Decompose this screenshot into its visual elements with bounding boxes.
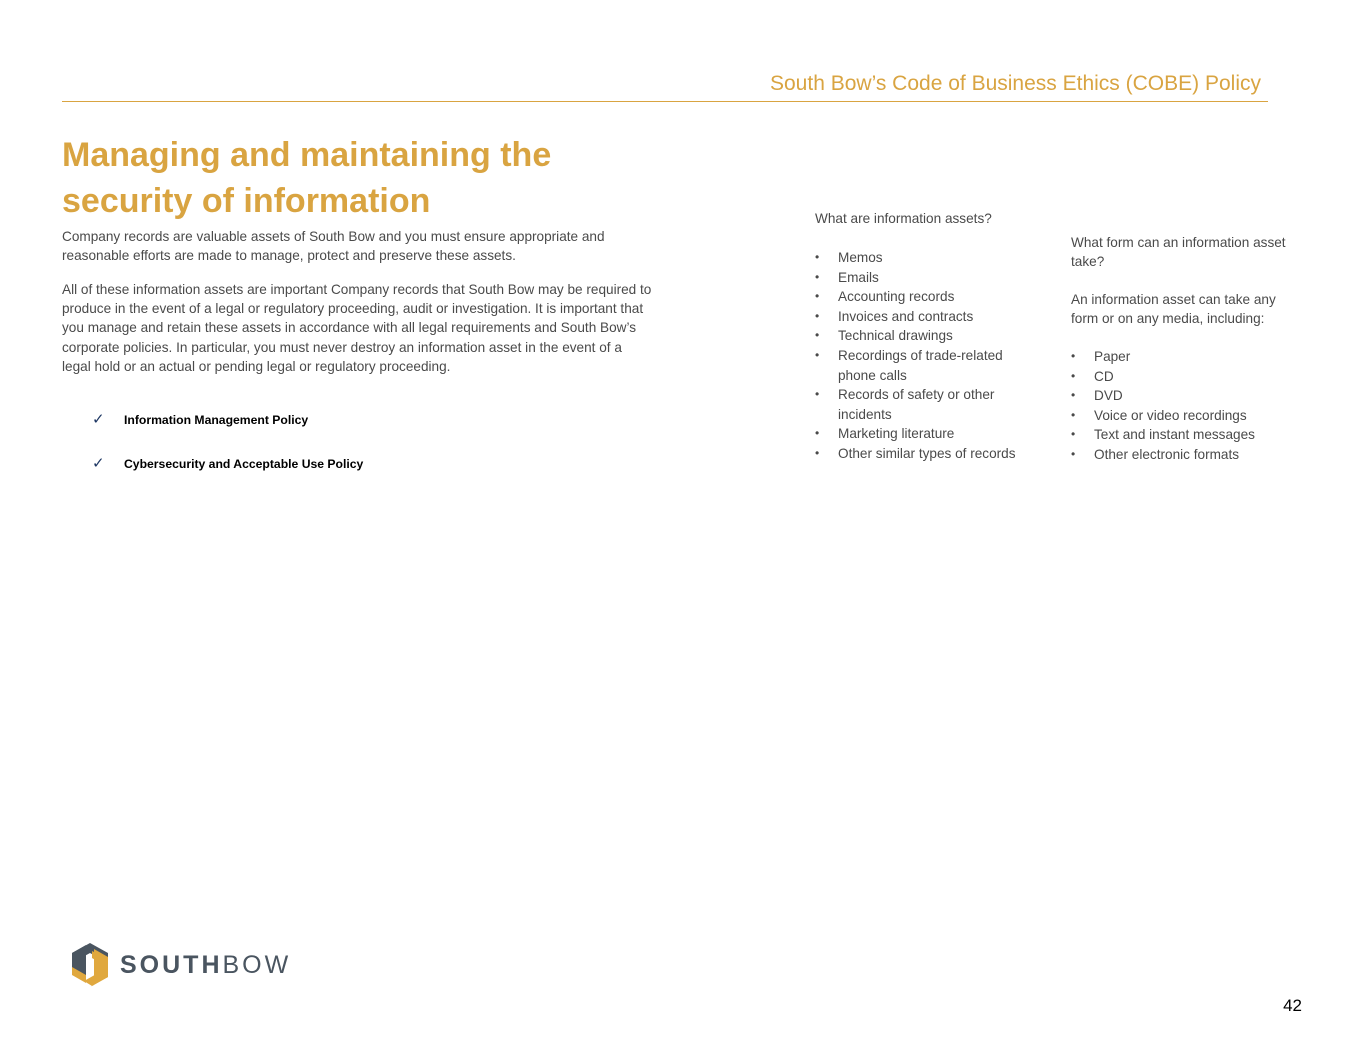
list-item: • Recordings of trade-related phone calls <box>815 347 1003 383</box>
bullet-icon: • <box>815 328 820 343</box>
list-item: • Memos <box>815 248 1040 268</box>
information-assets-list <box>815 248 1040 464</box>
body-paragraph-1: Company records are valuable assets of South Bow and you must ensure appropriate and reasonable efforts are made to manage, protect and preserve these assets. <box>62 229 605 264</box>
bullet-icon: • <box>1071 368 1076 383</box>
southbow-wordmark: SOUTHBOW <box>120 950 292 979</box>
southbow-logo-mark-icon <box>70 943 110 987</box>
bullet-icon: • <box>1071 446 1076 461</box>
body-paragraph-2: All of these information assets are important Company records that South Bow may be required to produce in the event of a legal or regulatory proceeding, audit or investigation. It is important that you manage and retain these assets in accordance with all legal requirements and South Bow’s corporate policies. In particular, you must never destroy an information asset in the event of a legal hold or an actual or pending legal or regulatory proceeding. <box>62 282 652 374</box>
list-item: • DVD <box>1071 386 1296 406</box>
document-header-title: South Bow’s Code of Business Ethics (COBE) Policy <box>770 72 1261 95</box>
list-item: • CD <box>1071 367 1296 387</box>
list-item: • Invoices and contracts <box>815 307 1040 327</box>
bullet-icon: • <box>815 445 820 460</box>
list-item: • Accounting records <box>815 287 1040 307</box>
list-item: • Voice or video recordings <box>1071 406 1296 426</box>
page-number: 42 <box>1283 996 1302 1015</box>
bullet-icon: • <box>1071 349 1076 363</box>
policy-link-label[interactable]: Information Management Policy <box>124 413 309 427</box>
southbow-logo <box>70 943 291 987</box>
bullet-icon: • <box>1071 427 1076 442</box>
bullet-icon: • <box>815 250 820 264</box>
bullet-icon: • <box>815 308 820 323</box>
header-divider <box>62 101 1268 102</box>
information-assets-question: What are information assets? <box>815 211 992 226</box>
asset-form-question: What form can an information asset take? <box>1071 235 1286 270</box>
bullet-icon: • <box>815 347 820 362</box>
bullet-icon: • <box>1071 407 1076 422</box>
policy-link-label[interactable]: Cybersecurity and Acceptable Use Policy <box>124 457 364 471</box>
list-item: • Marketing literature <box>815 424 1040 444</box>
list-item: • Other similar types of records <box>815 444 1040 464</box>
list-item: • Records of safety or other incidents <box>815 387 995 422</box>
cybersecurity-policy-link[interactable] <box>92 454 363 472</box>
list-item: • Other electronic formats <box>1071 445 1296 465</box>
checkmark-icon: ✓ <box>92 410 105 428</box>
checkmark-icon: ✓ <box>92 454 105 472</box>
list-item: • Paper <box>1071 347 1296 367</box>
bullet-icon: • <box>815 426 820 441</box>
list-item: • Emails <box>815 268 1040 288</box>
asset-forms-list <box>1071 347 1296 465</box>
list-item: • Text and instant messages <box>1071 425 1296 445</box>
bullet-icon: • <box>1071 388 1076 403</box>
information-management-policy-link[interactable] <box>92 410 308 428</box>
list-item: • Technical drawings <box>815 326 1040 346</box>
bullet-icon: • <box>815 289 820 304</box>
bullet-icon: • <box>815 269 820 284</box>
section-heading: Managing and maintaining the security of information <box>62 136 552 220</box>
bullet-icon: • <box>815 387 820 402</box>
asset-form-answer: An information asset can take any form or on any media, including: <box>1071 292 1276 327</box>
